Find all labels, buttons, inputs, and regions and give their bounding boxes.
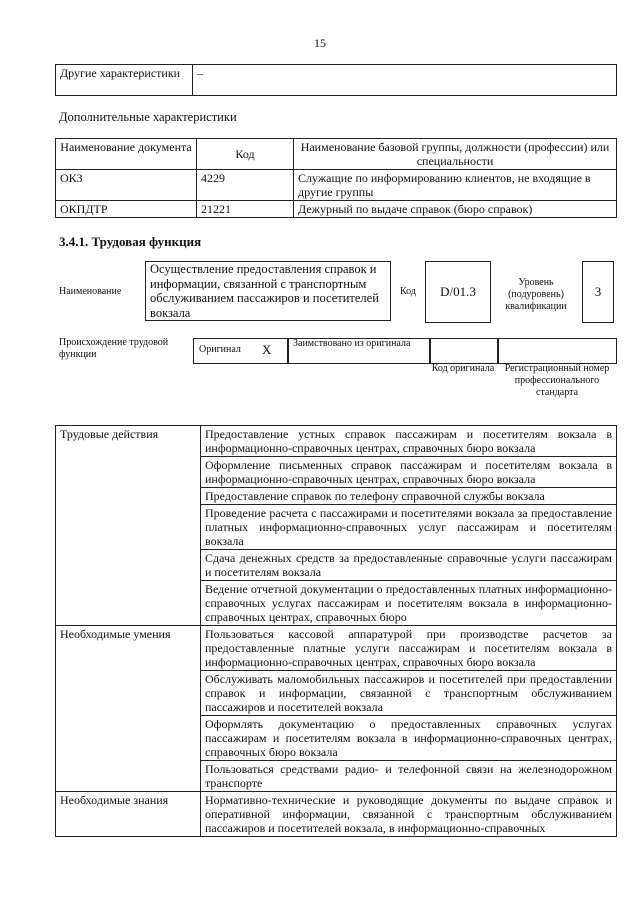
origin-borrowed-label: Заимствовано из оригинала (293, 338, 411, 349)
header-doc-name: Наименование документа (56, 139, 197, 170)
activity-item: Оформление письменных справок пассажирам и посетителям вокзала в информационно-справочных центрах, справочных бюро вокзала (201, 457, 617, 488)
func-code-value: D/01.3 (425, 261, 491, 323)
table-cell: ОКЗ (56, 170, 197, 201)
origin-regnum-box (497, 338, 617, 364)
other-chars-value: – (193, 65, 617, 96)
table-cell: Дежурный по выдаче справок (бюро справок) (294, 201, 617, 218)
header-code: Код (197, 139, 294, 170)
other-chars-label: Другие характеристики (56, 65, 193, 96)
additional-title: Дополнительные характеристики (59, 110, 237, 124)
origin-regnum-caption: Регистрационный номер профессионального стандарта (504, 363, 610, 398)
table-cell: 21221 (197, 201, 294, 218)
table-row (56, 792, 617, 837)
table-row (56, 626, 617, 671)
table-row (56, 65, 617, 96)
origin-original-mark: X (262, 342, 272, 357)
table-header-row (56, 139, 617, 170)
origin-code-caption: Код оригинала (431, 363, 495, 374)
activity-item: Ведение отчетной документации о предоставленных платных информационно-справочных услугах пассажирам и посетителям вокзала в информационно-справочных центрах, справочных бюро (201, 581, 617, 626)
table-cell: 4229 (197, 170, 294, 201)
activity-item: Нормативно-технические и руководящие документы по выдаче справок и оперативной информации, связанной с транспортным обслуживанием пассажиров и посетителей вокзала, в информационно-справочных (201, 792, 617, 837)
activity-item: Пользоваться кассовой аппаратурой при производстве расчетов за предоставленные платные услуги пассажирам и посетителям вокзала в информационно-справочных центрах, справочных бюро вокзала (201, 626, 617, 671)
table-row (56, 426, 617, 457)
page-number: 15 (314, 36, 326, 50)
table-cell: ОКПДТР (56, 201, 197, 218)
activity-item: Оформлять документацию о предоставленных справочных услугах пассажирам и посетителям вокзала в информационно-справочных центрах, справочных бюро вокзала (201, 716, 617, 761)
func-level-label: Уровень (подуровень) квалификации (505, 277, 567, 312)
func-level-value: 3 (582, 261, 614, 323)
header-group-name: Наименование базовой группы, должности (профессии) или специальности (294, 139, 617, 170)
activity-item: Предоставление устных справок пассажирам и посетителям вокзала в информационно-справочных центрах, справочных бюро вокзала (201, 426, 617, 457)
activity-item: Пользоваться средствами радио- и телефонной связи на железнодорожном транспорте (201, 761, 617, 792)
activity-group-label: Трудовые действия (56, 426, 201, 626)
func-code-label: Код (400, 286, 416, 297)
activity-group-label: Необходимые знания (56, 792, 201, 837)
table-row (56, 201, 617, 218)
activity-item: Предоставление справок по телефону справочной службы вокзала (201, 488, 617, 505)
table-row (56, 170, 617, 201)
origin-code-box (429, 338, 499, 364)
section-title: 3.4.1. Трудовая функция (59, 234, 202, 249)
func-name-label: Наименование (59, 286, 122, 297)
other-characteristics-table (55, 64, 617, 96)
activities-table (55, 425, 617, 837)
activity-group-label: Необходимые умения (56, 626, 201, 792)
activity-item: Обслуживать маломобильных пассажиров и посетителей при предоставлении справок и информации, связанной с транспортным обслуживанием пассажиров и посетителей вокзала (201, 671, 617, 716)
additional-table (55, 138, 617, 218)
origin-label: Происхождение трудовой функции (59, 337, 169, 360)
origin-original-label: Оригинал (199, 344, 241, 355)
table-cell: Служащие по информированию клиентов, не входящие в другие группы (294, 170, 617, 201)
activity-item: Проведение расчета с пассажирами и посетителями вокзала за предоставление платных информационно-справочных услуг пассажирам и посетителям вокзала (201, 505, 617, 550)
activity-item: Сдача денежных средств за предоставленные справочные услуги пассажирам и посетителям вокзала (201, 550, 617, 581)
func-name-value: Осуществление предоставления справок и информации, связанной с транспортным обслуживанием пассажиров и посетителей вокзала (145, 261, 391, 321)
